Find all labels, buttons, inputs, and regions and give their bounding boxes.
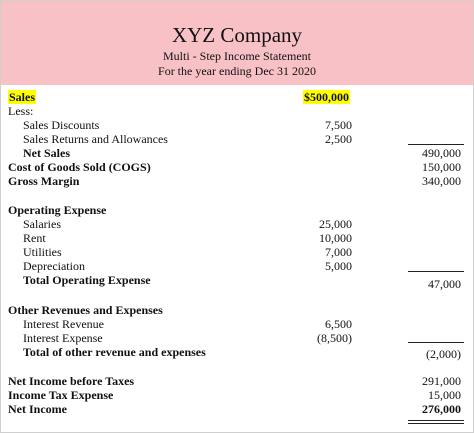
depreciation-amount: 5,000 bbox=[325, 259, 352, 273]
net-income-total: 276,000 bbox=[422, 402, 461, 416]
less-label: Less: bbox=[8, 104, 34, 118]
sales-discounts-amount: 7,500 bbox=[325, 118, 352, 132]
cogs-total: 150,000 bbox=[422, 160, 461, 174]
operating-expense-heading: Operating Expense bbox=[8, 203, 107, 217]
total-other-label: Total of other revenue and expenses bbox=[23, 345, 206, 359]
net-sales-rule bbox=[408, 144, 464, 145]
salaries-label: Salaries bbox=[23, 217, 61, 231]
total-operating-total: 47,000 bbox=[428, 277, 461, 291]
income-tax-total: 15,000 bbox=[428, 388, 461, 402]
returns-allowances-label: Sales Returns and Allowances bbox=[23, 132, 168, 146]
interest-expense-amount: (8,500) bbox=[317, 331, 352, 345]
statement-header bbox=[1, 1, 473, 85]
gross-margin-total: 340,000 bbox=[422, 174, 461, 188]
company-name: XYZ Company bbox=[171, 23, 303, 47]
utilities-label: Utilities bbox=[23, 245, 62, 259]
operating-total-rule bbox=[408, 271, 464, 272]
other-total-rule bbox=[408, 342, 464, 343]
gross-margin-label: Gross Margin bbox=[8, 174, 80, 188]
utilities-amount: 7,000 bbox=[325, 245, 352, 259]
other-rev-exp-heading: Other Revenues and Expenses bbox=[8, 303, 163, 317]
statement-type: Multi - Step Income Statement bbox=[163, 49, 311, 63]
returns-allowances-amount: 2,500 bbox=[325, 132, 352, 146]
salaries-amount: 25,000 bbox=[319, 217, 352, 231]
sales-amount: $500,000 bbox=[304, 90, 349, 104]
net-sales-label: Net Sales bbox=[23, 146, 70, 160]
interest-expense-label: Interest Expense bbox=[23, 331, 103, 345]
statement-period: For the year ending Dec 31 2020 bbox=[158, 64, 316, 78]
sales-label: Sales bbox=[9, 90, 36, 104]
net-income-before-tax-label: Net Income before Taxes bbox=[8, 374, 135, 388]
net-income-before-tax-total: 291,000 bbox=[422, 374, 461, 388]
depreciation-label: Depreciation bbox=[23, 259, 85, 273]
interest-revenue-amount: 6,500 bbox=[325, 317, 352, 331]
net-income-double-rule-bottom bbox=[408, 423, 464, 424]
total-other-total: (2,000) bbox=[426, 347, 461, 361]
rent-amount: 10,000 bbox=[319, 231, 352, 245]
sales-discounts-label: Sales Discounts bbox=[23, 118, 100, 132]
total-operating-label: Total Operating Expense bbox=[23, 273, 151, 287]
income-tax-label: Income Tax Expense bbox=[8, 388, 114, 402]
net-income-double-rule-top bbox=[408, 420, 464, 421]
interest-revenue-label: Interest Revenue bbox=[23, 317, 104, 331]
net-sales-total: 490,000 bbox=[422, 146, 461, 160]
net-income-label: Net Income bbox=[8, 402, 67, 416]
cogs-label: Cost of Goods Sold (COGS) bbox=[8, 160, 151, 174]
rent-label: Rent bbox=[23, 231, 46, 245]
